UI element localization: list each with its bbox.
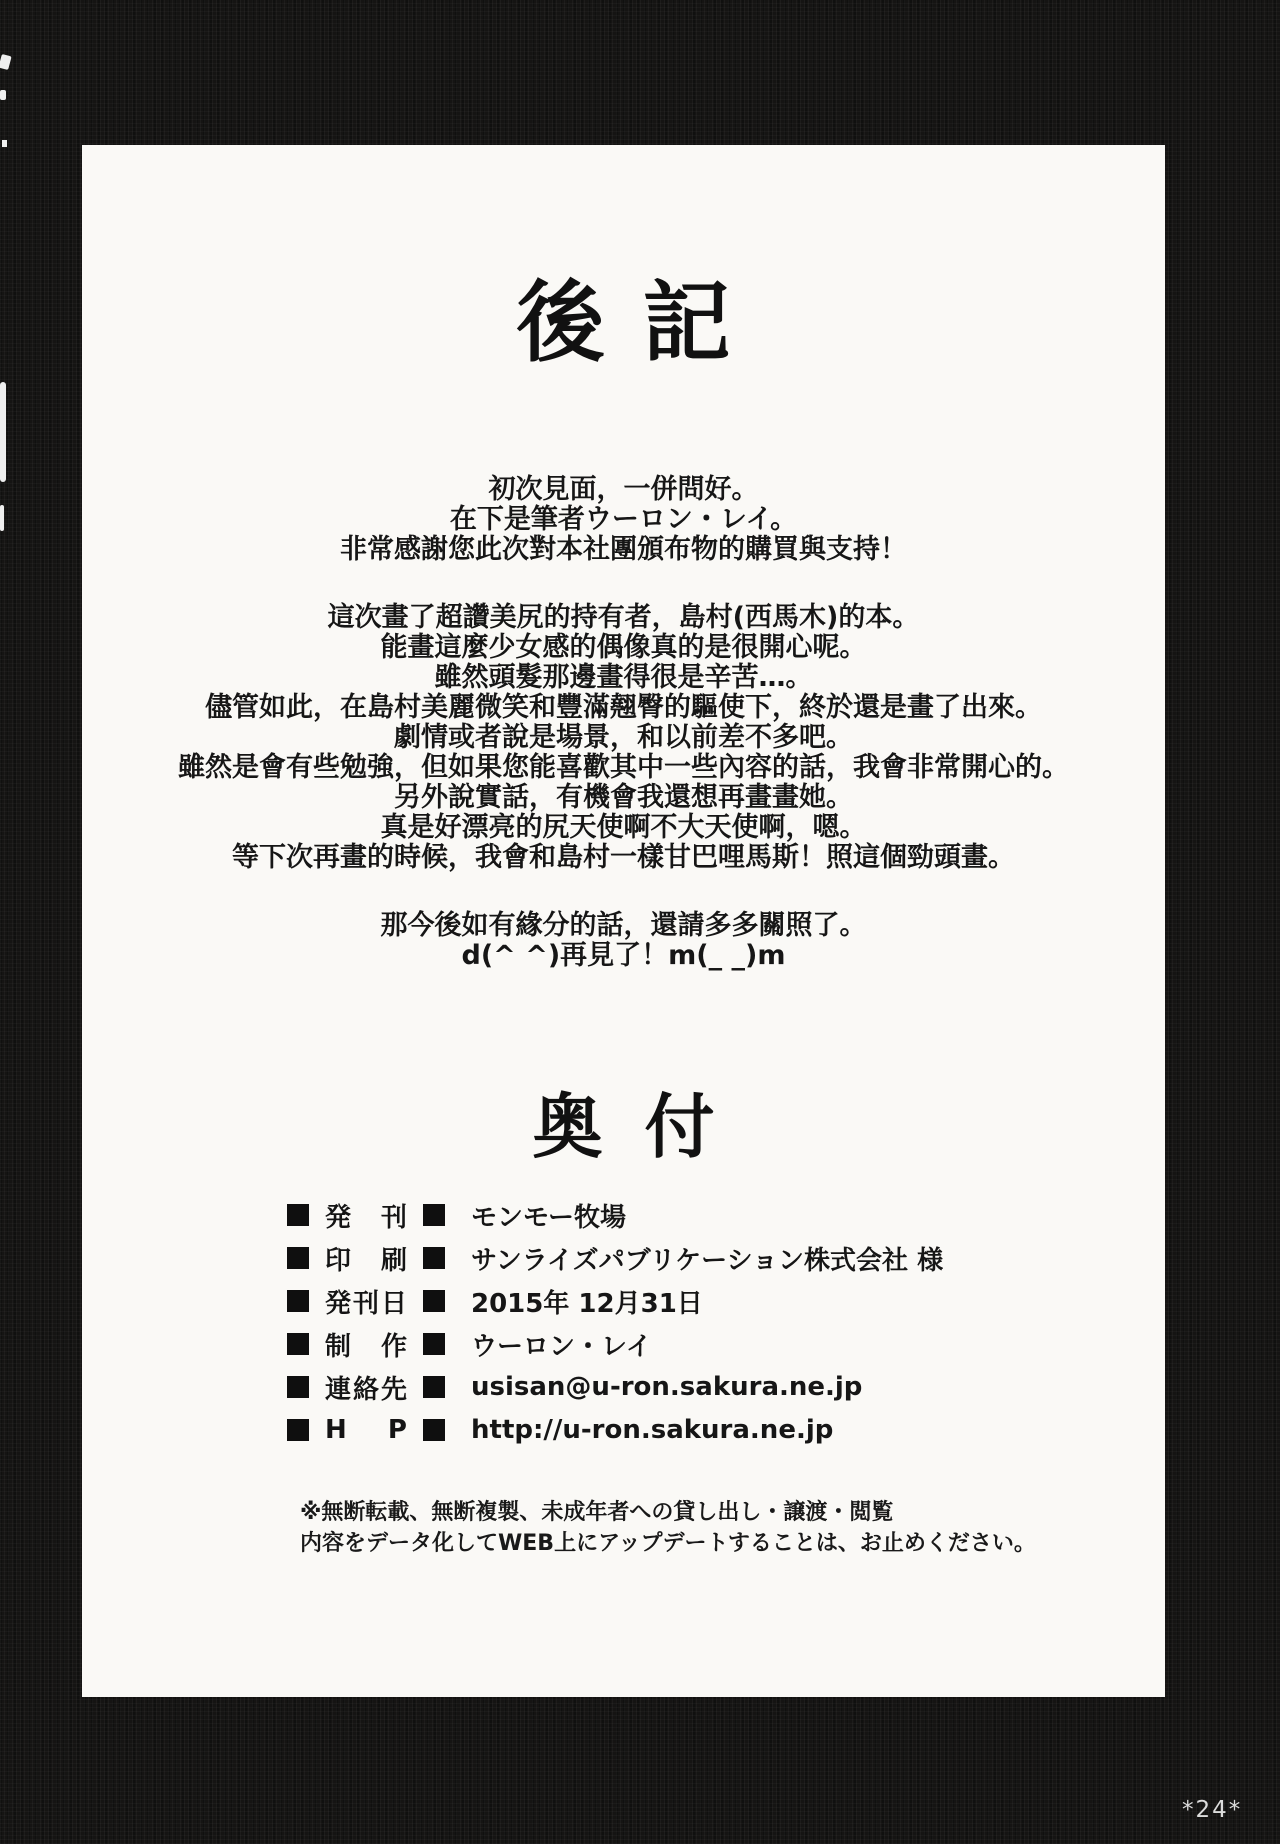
afterword-title: 後記 <box>516 271 769 374</box>
disclaimer <box>300 1497 1036 1559</box>
afterword-line: 雖然頭髮那邊畫得很是辛苦…。 <box>434 662 813 693</box>
afterword-line: 在下是筆者ウーロン・レイ。 <box>449 504 798 535</box>
afterword-line: 初次見面，一併問好。 <box>488 474 759 505</box>
black-square-icon <box>287 1204 309 1226</box>
colophon-label: 印 刷 <box>325 1245 407 1276</box>
colophon-title: 奥付 <box>532 1086 757 1168</box>
colophon-row-publish-date <box>287 1288 943 1319</box>
page-number: *24* <box>1182 1797 1243 1823</box>
afterword-line: 等下次再畫的時候，我會和島村一樣甘巴哩馬斯！照這個勁頭畫。 <box>232 842 1015 873</box>
afterword-body <box>82 475 1165 1009</box>
colophon-row-publisher <box>287 1202 943 1233</box>
colophon-row-author <box>287 1331 943 1362</box>
afterword-line: 非常感謝您此次對本社團頒布物的購買與支持！ <box>340 534 907 565</box>
black-square-icon <box>287 1419 309 1441</box>
colophon-value: http://u-ron.sakura.ne.jp <box>471 1415 834 1445</box>
colophon-label: 発刊日 <box>325 1288 407 1319</box>
black-square-icon <box>423 1247 445 1269</box>
scan-artifact <box>0 505 4 531</box>
colophon-value: サンライズパブリケーション株式会社 様 <box>471 1245 944 1276</box>
black-square-icon <box>287 1333 309 1355</box>
colophon-value: モンモー牧場 <box>471 1202 626 1233</box>
afterword-line: 能畫這麼少女感的偶像真的是很開心呢。 <box>380 632 867 663</box>
afterword-paragraph-greeting <box>82 475 1165 565</box>
black-square-icon <box>287 1376 309 1398</box>
doujin-colophon-page <box>82 145 1165 1697</box>
black-square-icon <box>287 1247 309 1269</box>
black-square-icon <box>423 1419 445 1441</box>
afterword-line: 這次畫了超讚美尻的持有者，島村(西馬木)的本。 <box>327 602 920 633</box>
black-square-icon <box>287 1290 309 1312</box>
black-square-icon <box>423 1333 445 1355</box>
scan-artifact <box>2 140 7 147</box>
colophon-label: 発 刊 <box>325 1202 407 1233</box>
black-square-icon <box>423 1376 445 1398</box>
afterword-line: 雖然是會有些勉強，但如果您能喜歡其中一些內容的話，我會非常開心的。 <box>178 752 1069 783</box>
afterword-line: 那今後如有緣分的話，還請多多關照了。 <box>380 910 867 941</box>
colophon-label: 連絡先 <box>325 1374 407 1405</box>
colophon-value: 2015年 12月31日 <box>471 1288 703 1319</box>
black-square-icon <box>423 1290 445 1312</box>
colophon-label: H P <box>325 1415 407 1445</box>
colophon-label: 制 作 <box>325 1331 407 1362</box>
colophon-list <box>287 1203 943 1461</box>
colophon-value: ウーロン・レイ <box>471 1331 652 1362</box>
afterword-line: 儘管如此，在島村美麗微笑和豐滿翹臀的驅使下，終於還是畫了出來。 <box>205 692 1042 723</box>
black-square-icon <box>423 1204 445 1226</box>
scan-artifact <box>0 382 6 482</box>
scan-artifact <box>0 54 12 70</box>
afterword-line: 真是好漂亮的尻天使啊不大天使啊，嗯。 <box>380 812 867 843</box>
colophon-row-contact <box>287 1372 943 1405</box>
afterword-line: d(^ ^)再見了！m(_ _)m <box>461 940 786 971</box>
colophon-row-printer <box>287 1245 944 1276</box>
scan-artifact <box>0 90 6 100</box>
afterword-line: 劇情或者說是場景，和以前差不多吧。 <box>394 722 853 753</box>
disclaimer-line: 内容をデータ化してWEB上にアップデートすることは、お止めください。 <box>300 1531 1036 1556</box>
afterword-paragraph-main <box>82 603 1165 873</box>
colophon-value: usisan@u-ron.sakura.ne.jp <box>471 1372 863 1402</box>
colophon-row-homepage <box>287 1415 943 1445</box>
disclaimer-line: ※無断転載、無断複製、未成年者への貸し出し・譲渡・閲覧 <box>300 1500 894 1525</box>
afterword-paragraph-closing <box>82 911 1165 971</box>
afterword-line: 另外說實話，有機會我還想再畫畫她。 <box>394 782 853 813</box>
